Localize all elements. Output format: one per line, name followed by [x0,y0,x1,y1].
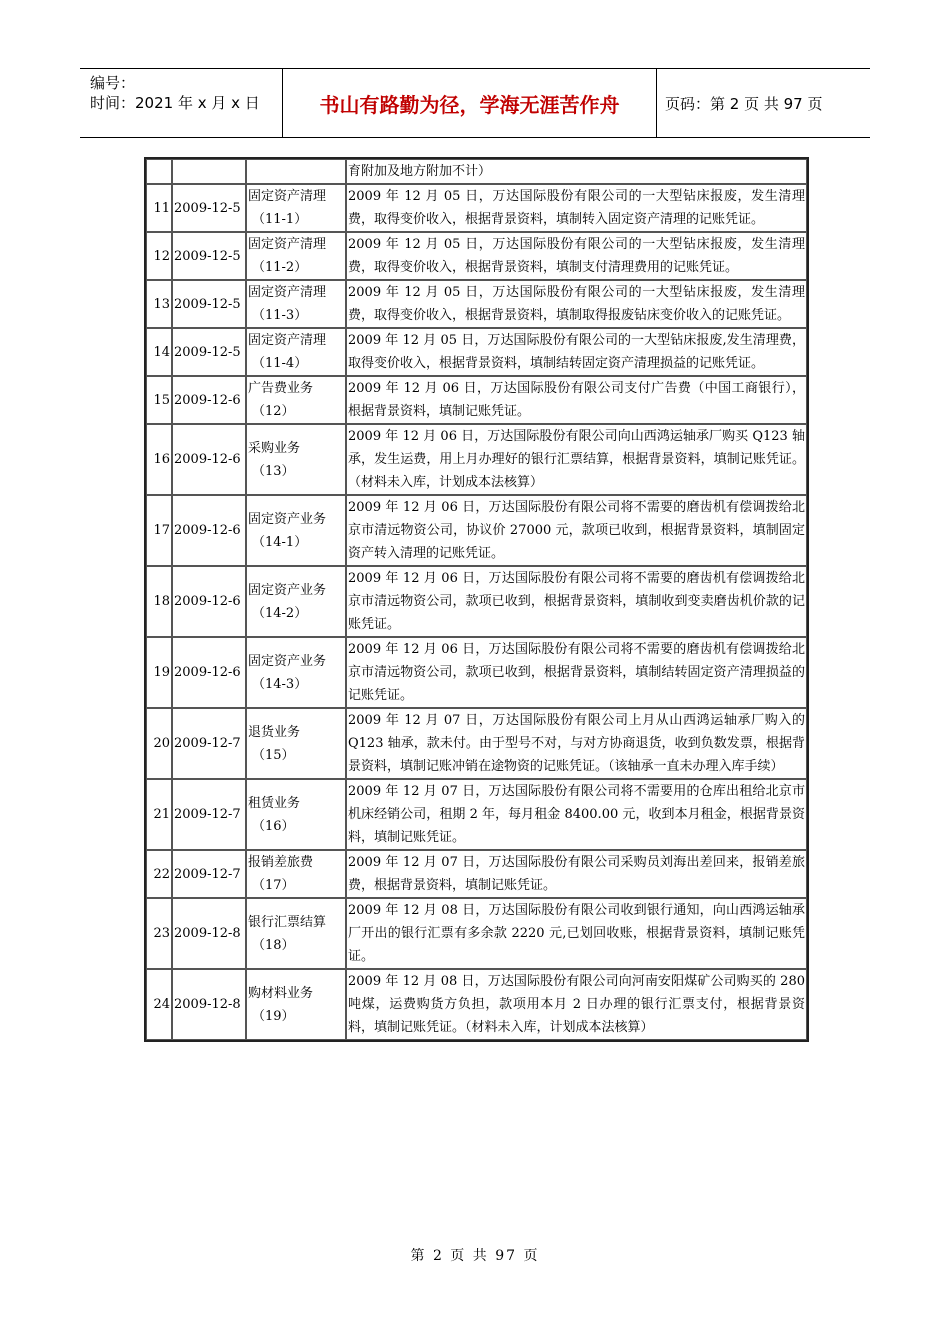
row-type-cell [246,495,346,566]
header-meta [80,69,283,137]
row-number-cell: 11 [146,184,172,232]
table-row [146,495,807,566]
row-number-cell: 20 [146,708,172,779]
row-description-cell: 2009 年 12 月 05 日，万达国际股份有限公司的一大型钻床报废，发生清理费，取得变价收入，根据背景资料，填制支付清理费用的记账凭证。 [346,232,807,280]
row-type-cell [246,280,346,328]
business-type-code: （11-3） [252,308,308,323]
row-type-cell [246,969,346,1040]
page-footer: 第 2 页 共 97 页 [410,1248,540,1264]
table-row [146,184,807,232]
business-type-code: （12） [252,404,295,419]
table-row [146,637,807,708]
row-type-cell [246,232,346,280]
table-row [146,898,807,969]
row-number-cell: 21 [146,779,172,850]
row-date-cell: 2009-12-6 [172,376,246,424]
row-number-cell: 22 [146,850,172,898]
business-type-name: 采购业务 [248,440,301,456]
row-date-cell: 2009-12-6 [172,495,246,566]
row-date-cell: 2009-12-7 [172,850,246,898]
document-number-label: 编号： [90,74,136,92]
table-row [146,708,807,779]
row-description-cell: 2009 年 12 月 07 日，万达国际股份有限公司上月从山西鸿运轴承厂购入的 Q123 轴承，款未付。由于型号不对，与对方协商退货，收到负数发票，根据背景资料，填制记账冲销在途物资的记账凭证。（该轴承一直未办理入库手续） [346,708,807,779]
row-date-cell: 2009-12-8 [172,898,246,969]
row-type-cell [246,376,346,424]
table-row [146,969,807,1040]
row-date-cell: 2009-12-6 [172,637,246,708]
row-number-cell: 13 [146,280,172,328]
row-number-cell: 14 [146,328,172,376]
row-description-cell: 2009 年 12 月 06 日，万达国际股份有限公司向山西鸿运轴承厂购买 Q123 轴承，发生运费，用上月办理好的银行汇票结算，根据背景资料，填制记账凭证。（材料未入库，计划成本法核算） [346,424,807,495]
header-page-label: 页码：第 2 页 共 97 页 [665,94,823,113]
row-type-cell [246,850,346,898]
header-motto: 书山有路勤为径，学海无涯苦作舟 [283,69,657,137]
business-type-code: （18） [252,937,295,953]
row-number-cell: 17 [146,495,172,566]
row-date-cell: 2009-12-7 [172,708,246,779]
row-number-cell: 19 [146,637,172,708]
row-description-cell: 2009 年 12 月 07 日，万达国际股份有限公司将不需要用的仓库出租给北京市机床经销公司，租期 2 年，每月租金 8400.00 元，收到本月租金，根据背景资料，填制记账凭证。 [346,779,807,850]
row-type-cell [246,637,346,708]
row-date-cell: 2009-12-5 [172,232,246,280]
business-type-name: 固定资产清理 [248,285,327,300]
row-description-cell: 2009 年 12 月 06 日，万达国际股份有限公司支付广告费（中国工商银行），根据背景资料，填制记账凭证。 [346,376,807,424]
row-type-cell [246,159,346,184]
table-row [146,566,807,637]
row-number-cell: 24 [146,969,172,1040]
business-type-code: （11-1） [252,212,308,227]
row-description-cell: 2009 年 12 月 06 日，万达国际股份有限公司将不需要的磨齿机有偿调拨给北京市清远物资公司，款项已收到，根据背景资料，填制结转固定资产清理损益的记账凭证。 [346,637,807,708]
business-type-name: 固定资产业务 [248,582,327,598]
row-date-cell: 2009-12-6 [172,566,246,637]
row-description-cell: 育附加及地方附加不计） [346,159,807,184]
business-type-code: （11-2） [252,260,308,275]
business-type-name: 固定资产清理 [248,189,327,204]
table-row [146,779,807,850]
business-type-name: 广告费业务 [248,381,314,396]
row-type-cell [246,566,346,637]
row-type-cell [246,328,346,376]
row-date-cell: 2009-12-8 [172,969,246,1040]
business-type-code: （19） [252,1008,295,1024]
table-row [146,850,807,898]
row-number-cell: 18 [146,566,172,637]
business-type-name: 退货业务 [248,724,301,740]
row-date-cell: 2009-12-5 [172,280,246,328]
row-number-cell: 23 [146,898,172,969]
business-type-name: 银行汇票结算 [248,914,327,930]
business-type-name: 固定资产清理 [248,237,327,252]
business-type-name: 固定资产业务 [248,511,327,527]
business-type-code: （17） [252,878,295,893]
row-date-cell: 2009-12-5 [172,328,246,376]
table-row [146,424,807,495]
row-type-cell [246,708,346,779]
business-type-code: （14-1） [252,534,308,550]
row-description-cell: 2009 年 12 月 06 日，万达国际股份有限公司将不需要的磨齿机有偿调拨给北京市清远物资公司，款项已收到，根据背景资料，填制收到变卖磨齿机价款的记账凭证。 [346,566,807,637]
business-type-name: 购材料业务 [248,985,314,1001]
table-row-continuation [146,159,807,184]
row-type-cell [246,184,346,232]
business-type-code: （16） [252,818,295,834]
business-table-body [146,159,807,1040]
row-description-cell: 2009 年 12 月 08 日，万达国际股份有限公司向河南安阳煤矿公司购买的 280 吨煤，运费购货方负担，款项用本月 2 日办理的银行汇票支付，根据背景资料，填制记账凭证。（材料未入库，计划成本法核算） [346,969,807,1040]
row-description-cell: 2009 年 12 月 05 日，万达国际股份有限公司的一大型钻床报废,发生清理费，取得变价收入，根据背景资料，填制结转固定资产清理损益的记账凭证。 [346,328,807,376]
row-type-cell [246,779,346,850]
row-date-cell: 2009-12-5 [172,184,246,232]
row-number-cell [146,159,172,184]
row-description-cell: 2009 年 12 月 05 日，万达国际股份有限公司的一大型钻床报废，发生清理费，取得变价收入，根据背景资料，填制取得报废钻床变价收入的记账凭证。 [346,280,807,328]
business-type-name: 固定资产业务 [248,653,327,669]
row-date-cell: 2009-12-6 [172,424,246,495]
row-description-cell: 2009 年 12 月 06 日，万达国际股份有限公司将不需要的磨齿机有偿调拨给北京市清远物资公司，协议价 27000 元，款项已收到，根据背景资料，填制固定资产转入清理的记账凭证。 [346,495,807,566]
row-date-cell: 2009-12-7 [172,779,246,850]
table-row [146,376,807,424]
table-row [146,280,807,328]
row-date-cell [172,159,246,184]
business-type-name: 报销差旅费 [248,855,314,870]
page-header [80,68,870,138]
business-type-name: 固定资产清理 [248,333,327,348]
business-type-code: （11-4） [252,356,308,371]
business-type-code: （15） [252,747,295,763]
business-type-code: （14-3） [252,676,308,692]
row-description-cell: 2009 年 12 月 07 日，万达国际股份有限公司采购员刘海出差回来，报销差旅费，根据背景资料，填制记账凭证。 [346,850,807,898]
row-description-cell: 2009 年 12 月 05 日，万达国际股份有限公司的一大型钻床报废，发生清理费，取得变价收入，根据背景资料，填制转入固定资产清理的记账凭证。 [346,184,807,232]
business-type-name: 租赁业务 [248,795,301,811]
table-row [146,328,807,376]
row-number-cell: 16 [146,424,172,495]
row-number-cell: 12 [146,232,172,280]
row-type-cell [246,424,346,495]
row-type-cell [246,898,346,969]
business-table [144,157,809,1042]
business-type-code: （14-2） [252,605,308,621]
row-number-cell: 15 [146,376,172,424]
document-time-label: 时间：2021 年 x 月 x 日 [90,94,260,112]
business-type-code: （13） [252,463,295,479]
row-description-cell: 2009 年 12 月 08 日，万达国际股份有限公司收到银行通知，向山西鸿运轴承厂开出的银行汇票有多余款 2220 元,已划回收账，根据背景资料，填制记账凭证。 [346,898,807,969]
table-row [146,232,807,280]
